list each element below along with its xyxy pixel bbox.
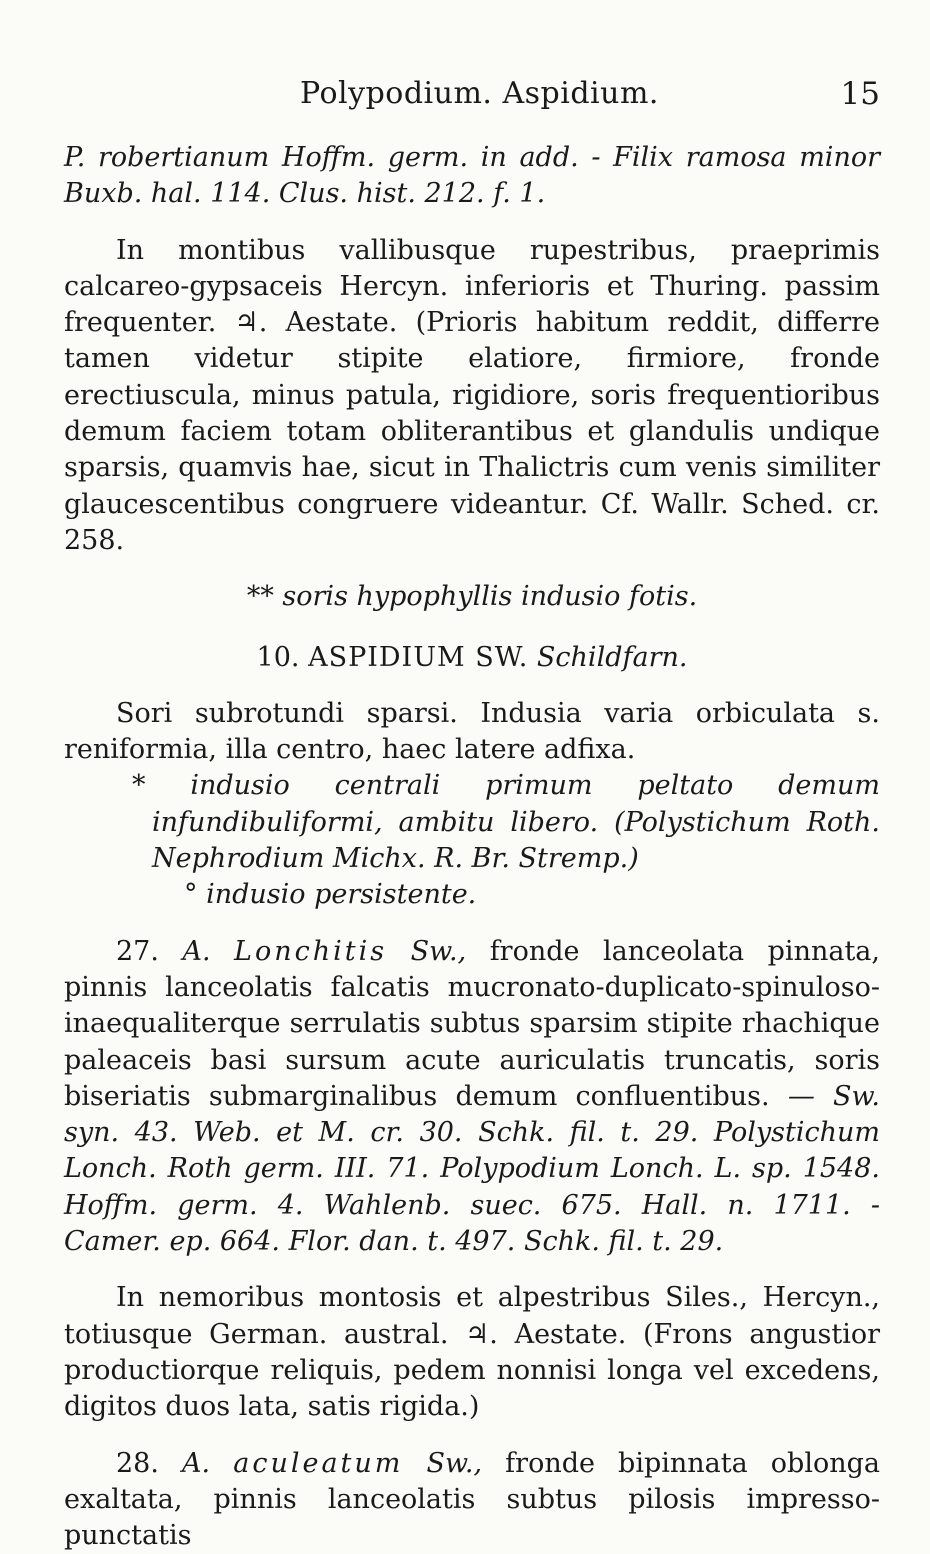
genus-description: Sori subrotundi sparsi. Indusia varia orbiculata s. reniformia, illa centro, haec latere adfixa.	[64, 696, 880, 769]
species-entry-27	[64, 934, 880, 1261]
running-title: Polypodium. Aspidium.	[300, 76, 659, 111]
species-entry-28	[64, 1446, 880, 1554]
subsection-heading: ** soris hypophyllis indusio fotis.	[64, 579, 880, 615]
group-heading-indusio-centrali: * indusio centrali primum peltato demum infundibuliformi, ambitu libero. (Polystichum Roth. Nephrodium Michx. R. Br. Stremp.)	[64, 768, 880, 877]
habitat-paragraph: In montibus vallibusque rupestribus, praeprimis calcareo-gypsaceis Hercyn. inferioris et Thuring. passim frequenter. ♃. Aestate. (Prioris habitum reddit, differre tamen videtur stipite elatiore, firmiore, fronde erectiuscula, minus patula, rigidiore, soris frequentioribus demum faciem totam obliterantibus et glandulis undique sparsis, quamvis hae, sicut in Thalictris cum venis similiter glaucescentibus congruere videantur. Cf. Wallr. Sched. cr. 258.	[64, 233, 880, 560]
habitat-paragraph-27: In nemoribus montosis et alpestribus Siles., Hercyn., totiusque German. austral. ♃. Aestate. (Frons angustior productiorque reliquis, pedem nonnisi longa vel excedens, digitos duos lata, satis rigida.)	[64, 1280, 880, 1425]
species-description: fronde lanceolata pinnata, pinnis lanceolatis falcatis mucronato-duplicato-spinuloso-inaequaliterque serrulatis subtus sparsim stipite rhachique paleaceis basi sursum acute auriculatis truncatis, soris biseriatis submarginalibus demum confluentibus.	[64, 936, 880, 1112]
species-description: fronde bipinnata oblonga exaltata, pinnis lanceolatis subtus pilosis impresso-punctatis	[64, 1448, 880, 1552]
species-author: Sw.,	[427, 1448, 483, 1479]
species-name: aculeatum	[233, 1448, 403, 1479]
species-synonyms: — Sw. syn. 43. Web. et M. cr. 30. Schk. fil. t. 29. Polystichum Lonch. Roth germ. III. 71. Polypodium Lonch. L. sp. 1548. Hoffm. germ. 4. Wahlenb. suec. 675. Hall. n. 1711. - Camer. ep. 664. Flor. dan. t. 497. Schk. fil. t. 29.	[64, 1081, 880, 1257]
genus-heading	[64, 640, 880, 676]
page-body	[64, 140, 880, 1554]
synonym-paragraph-robertianum: P. robertianum Hoffm. germ. in add. - Filix ramosa minor Buxb. hal. 114. Clus. hist. 212. f. 1.	[64, 140, 880, 213]
species-author: Sw.,	[411, 936, 467, 967]
group-heading-indusio-persistente: ° indusio persistente.	[64, 877, 880, 913]
genus-name: ASPIDIUM SW.	[308, 642, 528, 673]
species-number: 28.	[116, 1448, 159, 1479]
genus-number: 10.	[257, 642, 300, 673]
species-genus-abbr: A.	[182, 936, 210, 967]
page-number: 15	[841, 76, 880, 112]
species-number: 27.	[116, 936, 159, 967]
species-name: Lonchitis	[234, 936, 387, 967]
genus-vernacular: Schildfarn.	[537, 642, 688, 673]
page-header	[62, 76, 882, 116]
species-genus-abbr: A.	[182, 1448, 210, 1479]
